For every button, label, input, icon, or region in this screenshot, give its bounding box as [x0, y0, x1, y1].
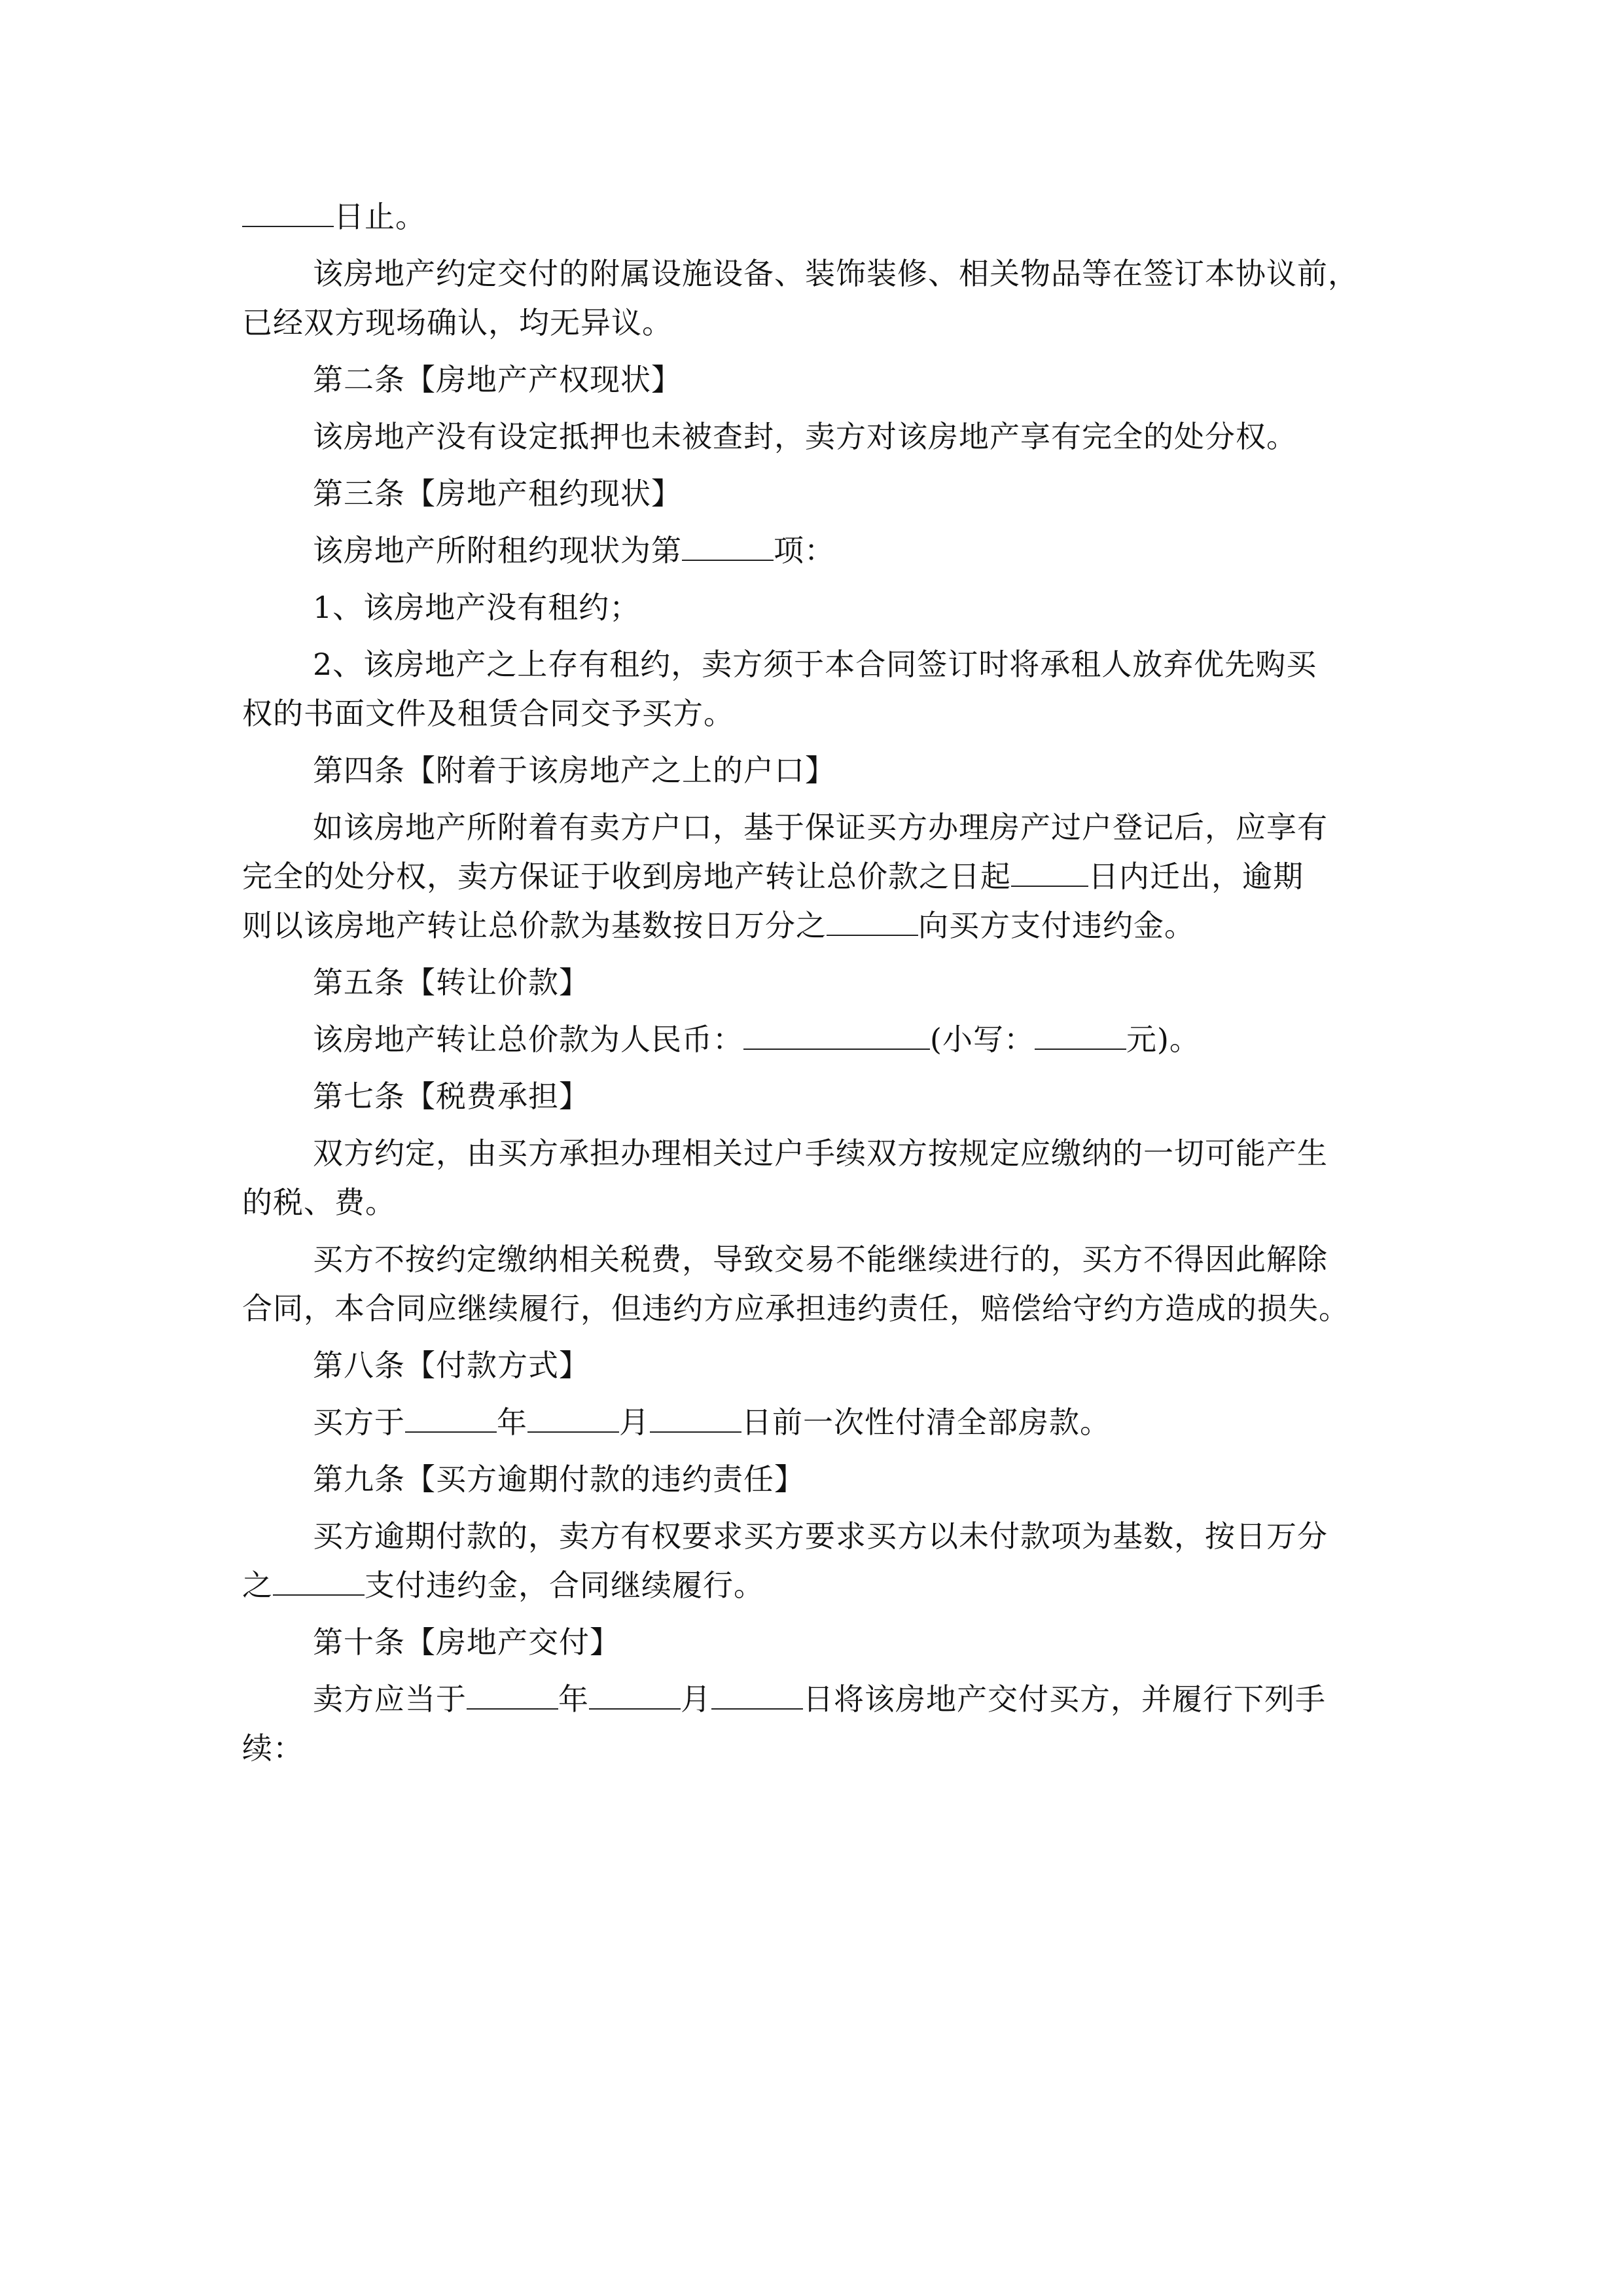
blank-field [1011, 859, 1088, 887]
article-heading [242, 962, 1394, 1003]
line-text: 合同，本合同应继续履行，但违约方应承担违约责任，赔偿给守约方造成的损失。 [242, 1291, 1349, 1326]
line-text: 权的书面文件及租赁合同交予买方。 [242, 696, 734, 731]
paragraph-line [242, 1239, 1394, 1280]
line-text: (小写： [930, 1022, 1035, 1057]
article-heading [242, 1345, 1394, 1386]
blank-field [711, 1682, 803, 1710]
blank-field [273, 1568, 365, 1596]
text-line [242, 905, 1394, 946]
text-line [242, 1728, 1394, 1769]
text-line [242, 693, 1394, 734]
line-text: 则以该房地产转让总价款为基数按日万分之 [242, 908, 827, 943]
line-text: 卖方应当于 [313, 1681, 467, 1717]
article-title: 第十条【房地产交付】 [313, 1624, 620, 1660]
blank-field [743, 1022, 930, 1050]
article-title: 第七条【税费承担】 [313, 1079, 590, 1114]
text-line [242, 856, 1394, 897]
line-text: 日前一次性付清全部房款。 [741, 1405, 1111, 1440]
line-text: 月 [619, 1405, 650, 1440]
text-line [242, 196, 1394, 238]
line-text: 项： [774, 533, 835, 568]
blank-field [827, 908, 918, 936]
paragraph-line [242, 807, 1394, 848]
article-heading [242, 359, 1394, 401]
line-text: 该房地产没有设定抵押也未被查封，卖方对该房地产享有完全的处分权。 [313, 419, 1297, 454]
article-title: 第四条【附着于该房地产之上的户口】 [313, 753, 836, 788]
line-text: 年 [558, 1681, 589, 1717]
blank-field [589, 1682, 681, 1710]
article-title: 第二条【房地产产权现状】 [313, 362, 682, 397]
blank-field [682, 533, 774, 561]
line-text: 1、该房地产没有租约； [313, 590, 641, 625]
paragraph-line [242, 1133, 1394, 1174]
blank-field [405, 1405, 497, 1433]
article-heading [242, 750, 1394, 791]
blank-field [242, 200, 334, 227]
text-line [242, 1182, 1394, 1223]
line-text: 的税、费。 [242, 1185, 396, 1220]
line-text: 向买方支付违约金。 [918, 908, 1195, 943]
text-line [242, 1288, 1394, 1329]
article-heading [242, 1076, 1394, 1117]
list-item [242, 587, 1394, 628]
text-line [242, 1565, 1394, 1606]
line-text: 该房地产约定交付的附属设施设备、装饰装修、相关物品等在签订本协议前， [313, 256, 1359, 291]
paragraph-line [242, 1679, 1394, 1720]
line-text: 月 [681, 1681, 711, 1717]
line-text: 年 [497, 1405, 527, 1440]
line-text: 该房地产所附租约现状为第 [313, 533, 682, 568]
blank-field [527, 1405, 619, 1433]
article-title: 第九条【买方逾期付款的违约责任】 [313, 1462, 805, 1497]
line-text: 如该房地产所附着有卖方户口，基于保证买方办理房产过户登记后，应享有 [313, 810, 1328, 845]
paragraph-line [242, 1019, 1394, 1060]
paragraph-line [242, 1516, 1394, 1557]
blank-field [650, 1405, 741, 1433]
line-text: 买方于 [313, 1405, 405, 1440]
blank-field [467, 1682, 558, 1710]
line-text: 日将该房地产交付买方，并履行下列手 [803, 1681, 1326, 1717]
line-text: 日止。 [334, 199, 426, 234]
line-text: 元)。 [1126, 1022, 1200, 1057]
document-page [242, 196, 1394, 1769]
article-title: 第三条【房地产租约现状】 [313, 476, 682, 511]
list-item [242, 644, 1394, 685]
paragraph-line [242, 1402, 1394, 1443]
article-heading [242, 1622, 1394, 1663]
line-text: 支付违约金，合同继续履行。 [365, 1568, 764, 1603]
line-text: 完全的处分权，卖方保证于收到房地产转让总价款之日起 [242, 859, 1011, 894]
line-text: 买方不按约定缴纳相关税费，导致交易不能继续进行的，买方不得因此解除 [313, 1242, 1328, 1277]
line-text: 已经双方现场确认，均无异议。 [242, 305, 673, 340]
blank-field [1035, 1022, 1126, 1050]
line-text: 2、该房地产之上存有租约，卖方须于本合同签订时将承租人放弃优先购买 [313, 647, 1317, 682]
text-line [242, 302, 1394, 344]
line-text: 该房地产转让总价款为人民币： [313, 1022, 743, 1057]
line-text: 日内迁出，逾期 [1088, 859, 1304, 894]
line-text: 之 [242, 1568, 273, 1603]
line-text: 双方约定，由买方承担办理相关过户手续双方按规定应缴纳的一切可能产生 [313, 1136, 1328, 1171]
paragraph-line [242, 530, 1394, 571]
article-heading [242, 473, 1394, 514]
paragraph-line [242, 253, 1394, 295]
article-title: 第五条【转让价款】 [313, 965, 590, 1000]
line-text: 买方逾期付款的，卖方有权要求买方要求买方以未付款项为基数，按日万分 [313, 1518, 1328, 1554]
paragraph-line [242, 416, 1394, 457]
line-text: 续： [242, 1731, 304, 1766]
article-title: 第八条【付款方式】 [313, 1348, 590, 1383]
article-heading [242, 1459, 1394, 1500]
